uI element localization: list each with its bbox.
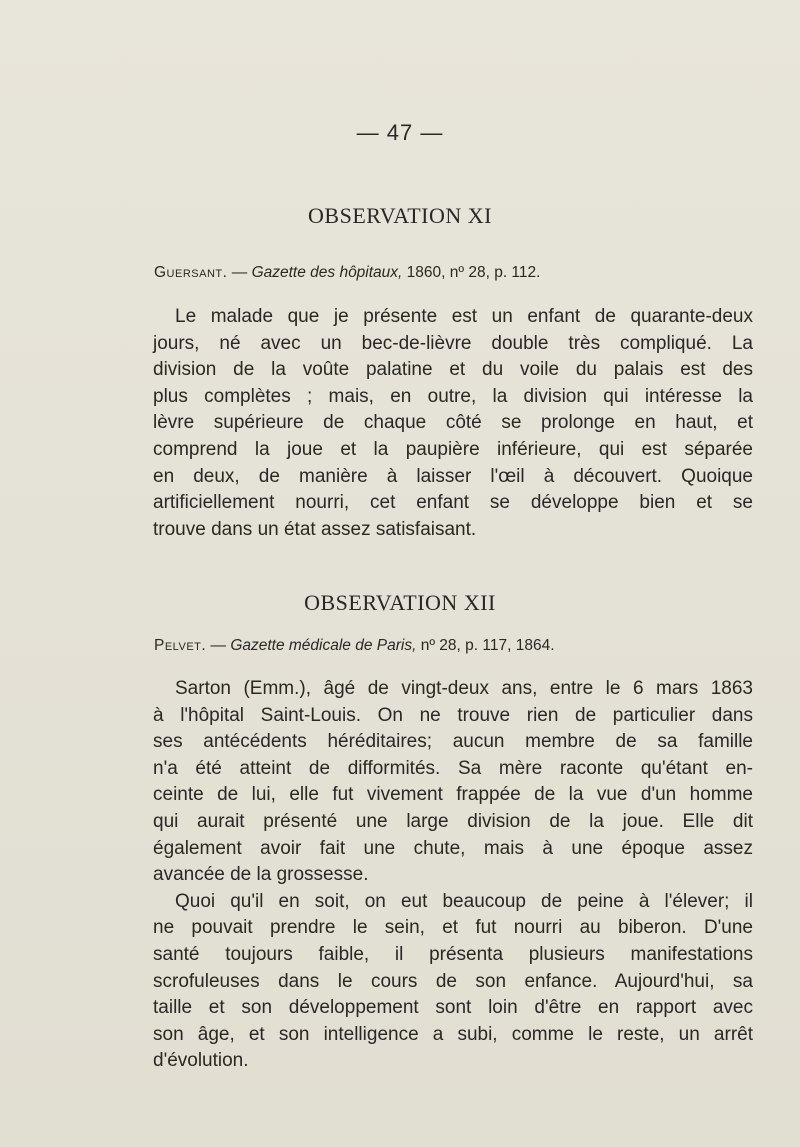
text-line: comprend la joue et la paupière inférieure, qui est séparée bbox=[153, 438, 753, 460]
text-line: division de la voûte palatine et du voile du palais est des bbox=[153, 359, 753, 381]
source-author: Guersant. bbox=[154, 264, 228, 281]
text-line: n'a été atteint de difformités. Sa mère raconte qu'étant en- bbox=[153, 757, 753, 779]
text-line: trouve dans un état assez satisfaisant. bbox=[153, 518, 477, 540]
text-line: avancée de la grossesse. bbox=[153, 864, 369, 886]
source-reference: nº 28, p. 117, 1864. bbox=[416, 637, 555, 654]
observation-12-title: OBSERVATION XII bbox=[304, 590, 496, 615]
source-reference: 1860, nº 28, p. 112. bbox=[402, 264, 541, 281]
text-line: ceinte de lui, elle fut vivement frappée de la vue d'un homme bbox=[153, 784, 753, 806]
text-line: plus complètes ; mais, en outre, la division qui intéresse la bbox=[153, 385, 753, 407]
text-line: d'évolution. bbox=[153, 1050, 249, 1072]
text-line: en deux, de manière à laisser l'œil à découvert. Quoique bbox=[153, 465, 753, 487]
text-line: taille et son développement sont loin d'être en rapport avec bbox=[153, 997, 753, 1019]
text-line: lèvre supérieure de chaque côté se prolonge en haut, et bbox=[153, 412, 753, 434]
text-line: Quoi qu'il en soit, on eut beaucoup de peine à l'élever; il bbox=[175, 890, 753, 912]
text-line: qui aurait présenté une large division de la joue. Elle dit bbox=[153, 810, 753, 832]
text-line: scrofuleuses dans le cours de son enfance. Aujourd'hui, sa bbox=[153, 970, 753, 992]
source-author: Pelvet. bbox=[154, 637, 207, 654]
page-number: — 47 — bbox=[356, 120, 444, 145]
text-line: jours, né avec un bec-de-lièvre double très compliqué. La bbox=[153, 332, 753, 354]
text-line: ne pouvait prendre le sein, et fut nourri au biberon. D'une bbox=[153, 917, 753, 939]
text-line: Sarton (Emm.), âgé de vingt-deux ans, entre le 6 mars 1863 bbox=[175, 678, 753, 699]
source-dash: — bbox=[206, 637, 231, 654]
text-line: ses antécédents héréditaires; aucun membre de sa famille bbox=[153, 731, 753, 753]
source-dash: — bbox=[227, 264, 252, 281]
text-line: artificiellement nourri, cet enfant se développe bien et se bbox=[153, 492, 753, 514]
text-line: son âge, et son intelligence a subi, comme le reste, un arrêt bbox=[153, 1023, 753, 1045]
text-line: à l'hôpital Saint-Louis. On ne trouve rien de particulier dans bbox=[153, 704, 753, 726]
text-line: également avoir fait une chute, mais à une époque assez bbox=[153, 837, 753, 859]
source-journal: Gazette des hôpitaux, bbox=[251, 264, 403, 281]
observation-11-title: OBSERVATION XI bbox=[308, 203, 492, 228]
text-line: santé toujours faible, il présenta plusieurs manifestations bbox=[153, 943, 753, 965]
source-journal: Gazette médicale de Paris, bbox=[230, 637, 417, 654]
observation-11-source bbox=[154, 264, 754, 282]
observation-12-text bbox=[153, 676, 753, 1075]
observation-12-source bbox=[154, 637, 754, 655]
observation-11-text bbox=[153, 304, 753, 543]
text-line: Le malade que je présente est un enfant de quarante-deux bbox=[175, 306, 753, 327]
